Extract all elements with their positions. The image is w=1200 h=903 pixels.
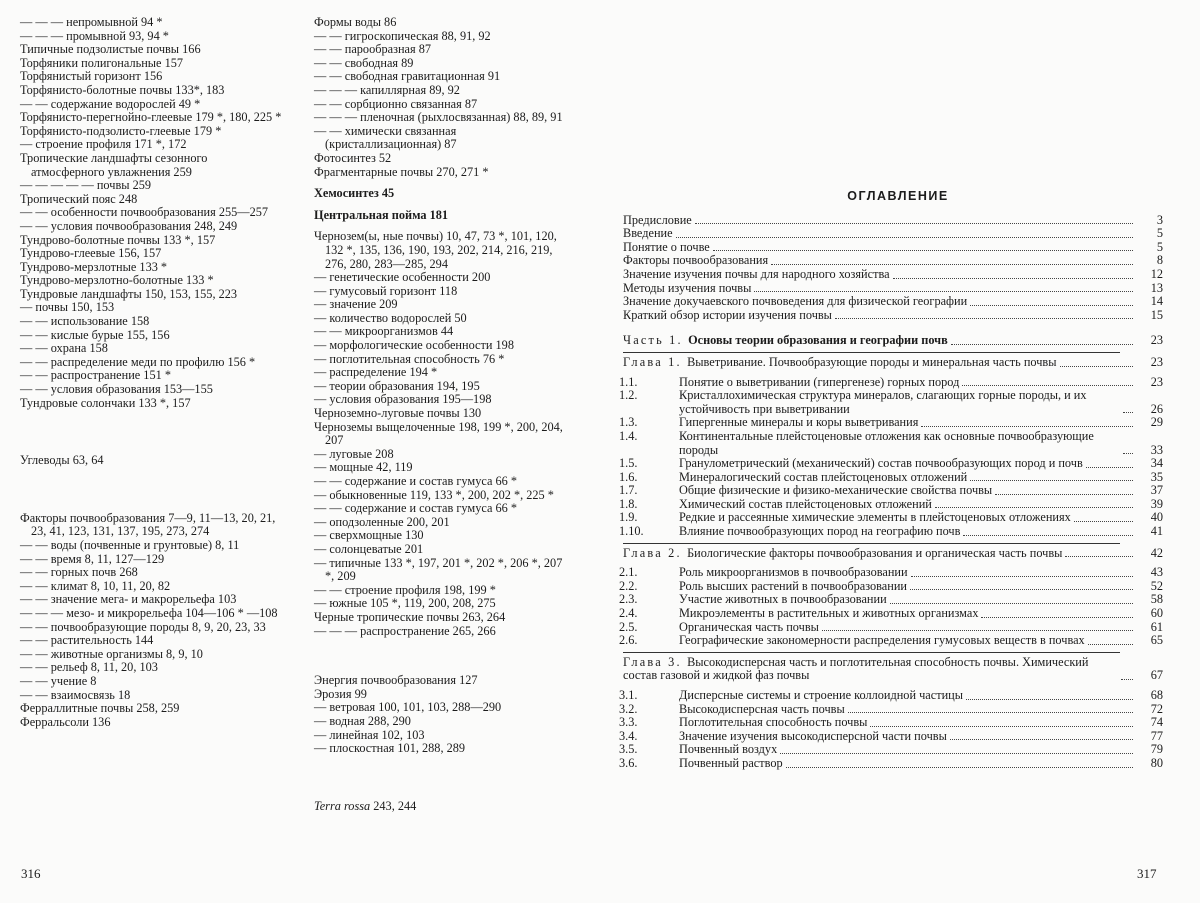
toc-section-title: 1.1. Понятие о выветривании (гипергенезе) горных пород: [619, 374, 960, 389]
dot-leader: [911, 576, 1133, 577]
index-entry: — — — мезо- и микрорельефа 104—106 * —108: [20, 605, 278, 620]
toc-section: [619, 742, 1163, 757]
toc-section: [619, 483, 1163, 498]
index-entry: — — содержание водорослей 49 *: [20, 96, 201, 111]
toc-section-page: 37: [1150, 483, 1163, 498]
section-number: 3.2.: [619, 701, 638, 716]
index-entry: — сверхмощные 130: [314, 528, 424, 543]
toc-section-title: 2.6. Географические закономерности распределения гумусовых веществ в почвах: [619, 633, 1085, 648]
index-entry: — — содержание и состав гумуса 66 *: [314, 501, 518, 516]
index-entry: Типичные подзолистые почвы 166: [20, 42, 201, 57]
index-entry: — морфологические особенности 198: [314, 338, 514, 353]
toc-entry-title: Понятие о почве: [623, 239, 710, 254]
index-entry: — типичные 133 *, 197, 201 *, 202 *, 206 *, 207 *, 209: [314, 555, 563, 584]
dot-leader: [1060, 366, 1133, 367]
toc-section-title: 1.6. Минералогический состав плейстоценовых отложений: [619, 469, 968, 484]
dot-leader: [1123, 412, 1133, 413]
toc-rule: [623, 652, 1120, 653]
toc-chapter-title: Глава 2. Биологические факторы почвообразования и органическая часть почвы: [623, 545, 1063, 560]
index-entry: — — парообразная 87: [314, 42, 432, 57]
dot-leader: [695, 223, 1133, 224]
page-number-left: 316: [21, 866, 41, 881]
index-entry: — плоскостная 101, 288, 289: [314, 741, 466, 756]
dot-leader: [771, 264, 1133, 265]
toc-section-page: 60: [1150, 606, 1163, 621]
section-number: 3.5.: [619, 742, 638, 757]
toc-section: [619, 606, 1163, 621]
index-entry: — — значение мега- и макрорельефа 103: [20, 592, 237, 607]
dot-leader: [676, 237, 1133, 238]
index-entry: — теории образования 194, 195: [314, 378, 480, 393]
index-entry: — — — непромывной 94 *: [20, 15, 163, 29]
index-entry: — — — капиллярная 89, 92: [314, 82, 460, 97]
toc-title: ОГЛАВЛЕНИЕ: [847, 189, 949, 203]
section-number: 1.7.: [619, 483, 638, 498]
index-entry: — — свободная 89: [314, 55, 414, 70]
index-entry: — южные 105 *, 119, 200, 208, 275: [314, 596, 496, 611]
index-entry: — солонцеватые 201: [314, 541, 424, 556]
toc-section-title: 3.4. Значение изучения высокодисперсной части почвы: [619, 728, 947, 743]
toc-entry: [623, 214, 1163, 228]
toc-section-page: 29: [1150, 415, 1163, 430]
index-entry: — генетические особенности 200: [314, 270, 491, 285]
toc-entry-title: Предисловие: [623, 212, 692, 227]
toc-section-page: 74: [1150, 715, 1163, 730]
toc-entry-title: Значение изучения почвы для народного хозяйства: [623, 266, 890, 281]
dot-leader: [970, 305, 1133, 306]
toc-section-page: 80: [1150, 755, 1163, 770]
toc-entry-page: 13: [1150, 280, 1163, 295]
index-entry: Черноземы выщелоченные 198, 199 *, 200, 204, 207: [314, 419, 563, 448]
dot-leader: [966, 699, 1133, 700]
index-entry: Тундрово-мерзлотно-болотные 133 *: [20, 273, 214, 288]
toc-section-page: 33: [1150, 442, 1163, 457]
index-entry: Торфянисто-подзолисто-глеевые 179 *: [20, 123, 222, 138]
dot-leader: [890, 603, 1133, 604]
toc-section-title: 1.4. Континентальные плейстоценовые отложения как основные почвообразующие породы: [619, 428, 1094, 457]
index-gap: [314, 638, 564, 674]
table-of-contents: [619, 189, 1163, 771]
dot-leader: [1088, 644, 1133, 645]
dot-leader: [951, 344, 1133, 345]
index-entry: — — рельеф 8, 11, 20, 103: [20, 660, 158, 675]
index-entry: — — использование 158: [20, 314, 150, 329]
index-entry: Черные тропические почвы 263, 264: [314, 609, 506, 624]
dot-leader: [935, 507, 1133, 508]
toc-section-page: 52: [1150, 578, 1163, 593]
index-entry: Черноземно-луговые почвы 130: [314, 406, 482, 421]
index-entry: — — строение профиля 198, 199 *: [314, 582, 496, 597]
index-entry: — — — промывной 93, 94 *: [20, 28, 169, 43]
index-entry: — — условия образования 153—155: [20, 382, 213, 397]
toc-section-page: 77: [1150, 728, 1163, 743]
index-gap: [20, 410, 282, 454]
toc-section-title: 2.4. Микроэлементы в растительных и животных организмах: [619, 606, 979, 621]
toc-section: [619, 469, 1163, 485]
index-entry: Тундрово-болотные почвы 133 *, 157: [20, 232, 216, 247]
toc-chapter-title: Глава 1. Выветривание. Почвообразующие породы и минеральная часть почвы: [623, 354, 1057, 369]
toc-rule: [623, 352, 1120, 353]
toc-section-page: 43: [1150, 565, 1163, 580]
toc-section-title: 1.9. Редкие и рассеянные химические элементы в плейстоценовых отложениях: [619, 510, 1071, 525]
toc-part-title: Часть 1. Основы теории образования и географии почв: [623, 333, 948, 348]
toc-entry: [623, 282, 1163, 296]
index-entry: Торфянисто-болотные почвы 133*, 183: [20, 82, 225, 97]
toc-section-title: 1.5. Гранулометрический (механический) состав почвообразующих пород и почв: [619, 456, 1083, 471]
index-entry: — — растительность 144: [20, 633, 154, 648]
page-number-right: 317: [1137, 866, 1157, 881]
dot-leader: [780, 753, 1133, 754]
toc-section: [619, 633, 1163, 648]
toc-section: [619, 578, 1163, 594]
index-entry: Terra rossa 243, 244: [314, 798, 417, 813]
index-entry: — оподзоленные 200, 201: [314, 514, 450, 529]
dot-leader: [1074, 521, 1133, 522]
toc-entry-page: 15: [1150, 307, 1163, 322]
dot-leader: [963, 535, 1133, 536]
index-column-1: [20, 16, 282, 729]
toc-entry-title: Методы изучения почвы: [623, 280, 752, 295]
toc-section: [619, 388, 1163, 416]
toc-entry: [623, 254, 1163, 268]
index-entry: — — животные организмы 8, 9, 10: [20, 646, 203, 661]
toc-chapter-page: 23: [1150, 354, 1163, 369]
section-number: 2.2.: [619, 578, 638, 593]
dot-leader: [921, 426, 1133, 427]
toc-entry: [623, 241, 1163, 255]
index-entry: — условия образования 195—198: [314, 392, 492, 407]
index-entry: — — содержание и состав гумуса 66 *: [314, 474, 518, 488]
index-entry: — — распространение 151 *: [20, 368, 171, 383]
index-entry: — — учение 8: [20, 673, 97, 688]
toc-section-page: 65: [1150, 633, 1163, 648]
index-entry: — гумусовый горизонт 118: [314, 283, 458, 298]
toc-section-page: 41: [1150, 524, 1163, 539]
toc-chapter-page: 42: [1150, 545, 1163, 560]
index-entry: Хемосинтез 45: [314, 186, 395, 201]
toc-section-title: 2.1. Роль микроорганизмов в почвообразовании: [619, 565, 908, 580]
toc-section-page: 72: [1150, 701, 1163, 716]
section-number: 2.4.: [619, 606, 638, 621]
section-number: 1.4.: [619, 428, 638, 443]
index-entry: — — особенности почвообразования 255—257: [20, 205, 269, 220]
index-entry: — — свободная гравитационная 91: [314, 69, 501, 84]
index-gap: [314, 756, 564, 800]
index-entry: — линейная 102, 103: [314, 727, 425, 742]
dot-leader: [1065, 556, 1133, 557]
index-entry: Эрозия 99: [314, 686, 367, 701]
toc-chapter: [623, 547, 1163, 561]
toc-chapter-page: 67: [1150, 668, 1163, 683]
toc-section-page: 58: [1150, 592, 1163, 607]
index-entry: — — горных почв 268: [20, 565, 138, 580]
section-number: 1.5.: [619, 456, 638, 471]
toc-section-title: 3.6. Почвенный раствор: [619, 755, 783, 770]
index-entry: — — климат 8, 10, 11, 20, 82: [20, 578, 171, 593]
index-entry: — — сорбционно связанная 87: [314, 96, 478, 111]
dot-leader: [970, 480, 1133, 481]
toc-section: [619, 715, 1163, 730]
toc-entry-page: 14: [1150, 294, 1163, 309]
toc-section-page: 35: [1150, 469, 1163, 484]
index-entry: — — кислые бурые 155, 156: [20, 327, 170, 342]
toc-section-page: 26: [1150, 401, 1163, 416]
index-entry: — мощные 42, 119: [314, 460, 413, 475]
index-entry: — ветровая 100, 101, 103, 288—290: [314, 700, 502, 715]
dot-leader: [754, 291, 1133, 292]
index-entry: Тундрово-мерзлотные 133 *: [20, 259, 168, 274]
dot-leader: [910, 589, 1133, 590]
section-number: 3.4.: [619, 728, 638, 743]
toc-chapter-title: Глава 3. Высокодисперсная часть и поглотительная способность почвы. Химический состав газовой и жидкой фаз почвы: [623, 654, 1089, 683]
index-entry: Углеводы 63, 64: [20, 453, 104, 468]
toc-entry-page: 8: [1156, 253, 1163, 268]
toc-entry-title: Факторы почвообразования: [623, 253, 769, 268]
toc-entry-page: 5: [1156, 239, 1163, 254]
toc-section-title: 3.2. Высокодисперсная часть почвы: [619, 701, 845, 716]
index-entry: — — охрана 158: [20, 341, 108, 356]
dot-leader: [1123, 453, 1133, 454]
index-entry: Ферральсоли 136: [20, 714, 111, 729]
dot-leader: [713, 250, 1133, 251]
toc-section-page: 23: [1150, 374, 1163, 389]
dot-leader: [835, 318, 1133, 319]
dot-leader: [786, 767, 1133, 768]
index-entry: — — условия почвообразования 248, 249: [20, 218, 238, 233]
toc-entry-page: 3: [1156, 212, 1163, 227]
toc-section: [619, 565, 1163, 580]
index-entry: Энергия почвообразования 127: [314, 673, 478, 688]
index-entry: — почвы 150, 153: [20, 300, 115, 315]
index-entry: Торфяники полигональные 157: [20, 55, 184, 70]
toc-section-title: 1.7. Общие физические и физико-механические свойства почвы: [619, 483, 993, 498]
index-entry: — — химически связанная (кристаллизационная) 87: [314, 123, 457, 152]
section-number: 2.5.: [619, 619, 638, 634]
dot-leader: [848, 712, 1133, 713]
toc-section-title: 3.3. Поглотительная способность почвы: [619, 715, 868, 730]
index-entry: — водная 288, 290: [314, 713, 411, 728]
index-entry: — — — распространение 265, 266: [314, 623, 496, 638]
index-column-2: [314, 16, 564, 813]
index-entry: — — время 8, 11, 127—129: [20, 551, 165, 566]
index-entry: — — гигроскопическая 88, 91, 92: [314, 28, 491, 43]
toc-entry-title: Значение докучаевского почвоведения для физической географии: [623, 294, 968, 309]
dot-leader: [950, 739, 1133, 740]
index-entry: Тропические ландшафты сезонного атмосферного увлажнения 259: [20, 150, 208, 179]
section-number: 1.9.: [619, 510, 638, 525]
section-number: 1.1.: [619, 374, 638, 389]
index-entry: — обыкновенные 119, 133 *, 200, 202 *, 225 *: [314, 487, 554, 502]
toc-section-page: 40: [1150, 510, 1163, 525]
toc-entry-page: 12: [1150, 266, 1163, 281]
index-entry: — — распределение меди по профилю 156 *: [20, 354, 256, 369]
toc-section: [619, 688, 1163, 703]
toc-section-page: 39: [1150, 496, 1163, 511]
dot-leader: [995, 494, 1133, 495]
toc-entry: [623, 309, 1163, 323]
toc-section: [619, 415, 1163, 430]
toc-section-page: 68: [1150, 688, 1163, 702]
index-entry: — распределение 194 *: [314, 365, 438, 380]
dot-leader: [893, 278, 1133, 279]
toc-section: [619, 755, 1163, 771]
index-entry: — луговые 208: [314, 446, 394, 461]
toc-entry-title: Введение: [623, 226, 673, 241]
section-number: 3.6.: [619, 755, 638, 770]
toc-section-title: 2.5. Органическая часть почвы: [619, 619, 819, 634]
toc-rule: [623, 543, 1120, 544]
toc-section-page: 61: [1150, 619, 1163, 634]
index-entry: Факторы почвообразования 7—9, 11—13, 20, 21, 23, 41, 123, 131, 137, 195, 273, 274: [20, 510, 276, 539]
index-gap: [20, 468, 282, 512]
dot-leader: [822, 630, 1133, 631]
index-entry: — значение 209: [314, 297, 398, 312]
toc-entry-page: 5: [1156, 226, 1163, 241]
toc-chapter: [623, 356, 1163, 370]
index-entry: — — взаимосвязь 18: [20, 687, 131, 702]
index-entry: Фотосинтез 52: [314, 150, 392, 165]
section-number: 1.3.: [619, 415, 638, 430]
toc-section-title: 1.2. Кристаллохимическая структура минералов, слагающих горные породы, и их устойчивость при выветривании: [619, 388, 1087, 416]
toc-section: [619, 619, 1163, 635]
toc-part: [623, 334, 1163, 348]
index-entry: Торфянистый горизонт 156: [20, 69, 163, 84]
index-entry: Тропический пояс 248: [20, 191, 138, 206]
index-entry: — — почвообразующие породы 8, 9, 20, 23, 33: [20, 619, 266, 634]
section-number: 3.3.: [619, 715, 638, 730]
toc-section: [619, 592, 1163, 607]
index-entry: — — — — — почвы 259: [20, 178, 152, 193]
toc-section: [619, 510, 1163, 525]
toc-entry: [623, 268, 1163, 282]
index-entry: — количество водорослей 50: [314, 310, 467, 325]
toc-section: [619, 428, 1163, 457]
index-entry: Тундровые солончаки 133 *, 157: [20, 395, 191, 410]
section-number: 1.6.: [619, 469, 638, 484]
section-number: 1.10.: [619, 524, 644, 539]
toc-section: [619, 524, 1163, 539]
section-number: 2.1.: [619, 565, 638, 580]
index-entry: — строение профиля 171 *, 172: [20, 137, 187, 152]
index-entry: — — микроорганизмов 44: [314, 324, 454, 339]
index-entry: Торфянисто-перегнойно-глеевые 179 *, 180, 225 *: [20, 110, 282, 125]
section-number: 2.6.: [619, 633, 638, 648]
toc-section-title: 3.5. Почвенный воздух: [619, 742, 778, 757]
section-number: 2.3.: [619, 592, 638, 607]
toc-part-page: 23: [1150, 333, 1163, 348]
index-entry: Ферраллитные почвы 258, 259: [20, 701, 180, 716]
index-entry: Центральная пойма 181: [314, 207, 449, 222]
dot-leader: [981, 617, 1133, 618]
section-number: 3.1.: [619, 688, 638, 702]
section-number: 1.2.: [619, 388, 638, 403]
toc-body: [619, 212, 1163, 771]
toc-section-title: 2.3. Участие животных в почвообразовании: [619, 592, 887, 607]
index-entry: Фрагментарные почвы 270, 271 *: [314, 164, 489, 179]
index-entry: Тундровые ландшафты 150, 153, 155, 223: [20, 286, 238, 301]
toc-entry: [623, 227, 1163, 241]
toc-section: [619, 496, 1163, 512]
toc-section: [619, 701, 1163, 717]
index-entry: — — воды (почвенные и грунтовые) 8, 11: [20, 538, 240, 552]
toc-section-title: 1.3. Гипергенные минералы и коры выветривания: [619, 415, 919, 430]
dot-leader: [962, 385, 1133, 386]
toc-chapter: [623, 656, 1163, 683]
toc-section: [619, 728, 1163, 744]
toc-section-page: 79: [1150, 742, 1163, 757]
toc-entry: [623, 295, 1163, 309]
index-entry: Тундрово-глеевые 156, 157: [20, 246, 162, 261]
dot-leader: [870, 726, 1133, 727]
toc-section: [619, 456, 1163, 471]
toc-section-title: 1.8. Химический состав плейстоценовых отложений: [619, 496, 932, 511]
toc-section-title: 2.2. Роль высших растений в почвообразовании: [619, 578, 907, 593]
toc-section-title: 1.10. Влияние почвообразующих пород на географию почв: [619, 524, 961, 539]
dot-leader: [1086, 467, 1133, 468]
toc-section-page: 34: [1150, 456, 1163, 471]
toc-section-title: 3.1. Дисперсные системы и строение коллоидной частицы: [619, 688, 964, 702]
section-number: 1.8.: [619, 496, 638, 511]
index-entry: — поглотительная способность 76 *: [314, 351, 505, 366]
toc-section: [619, 374, 1163, 390]
index-entry: Чернозем(ы, ные почвы) 10, 47, 73 *, 101, 120, 132 *, 135, 136, 190, 193, 202, 214, 216, 219, 276, 280, 283—285, 294: [314, 229, 557, 271]
index-entry: Формы воды 86: [314, 15, 397, 29]
index-entry: — — — пленочная (рыхлосвязанная) 88, 89, 91: [314, 110, 563, 125]
toc-entry-title: Краткий обзор истории изучения почвы: [623, 307, 832, 322]
dot-leader: [1121, 679, 1133, 680]
